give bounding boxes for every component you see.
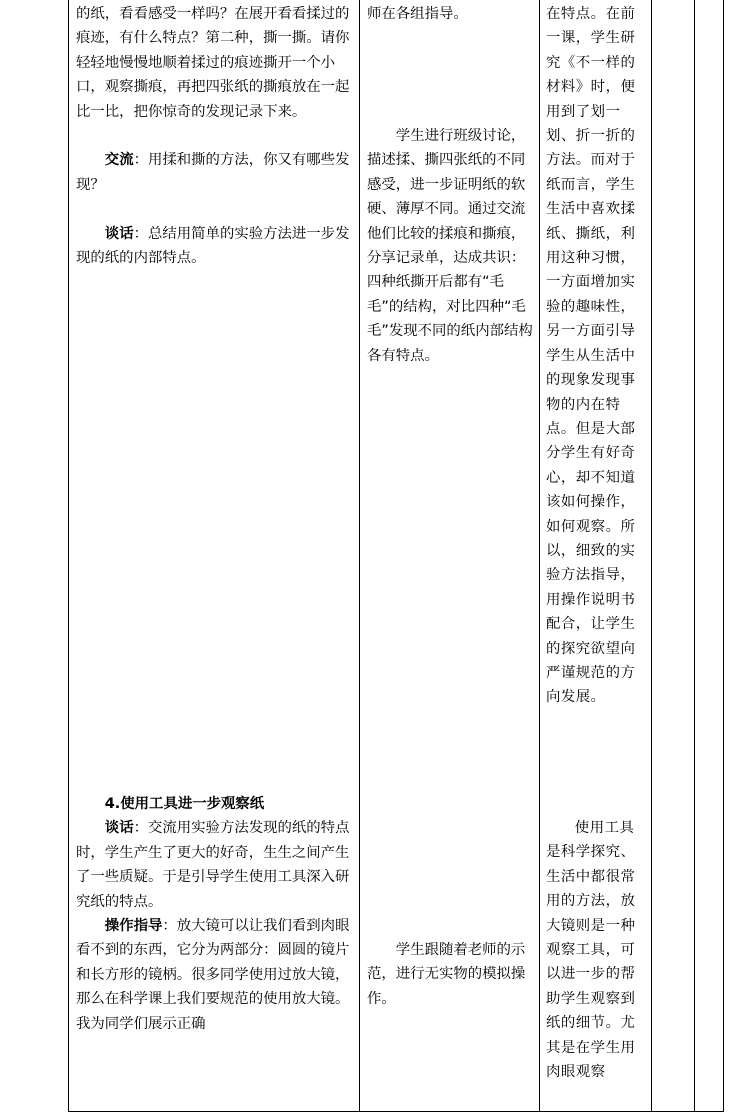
student-activity-cell xyxy=(367,2,533,26)
student-activity-imitate xyxy=(367,938,533,1011)
student-activity-discussion xyxy=(367,124,533,368)
table-divider-4 xyxy=(694,0,695,1112)
table-border-bottom xyxy=(68,1111,724,1112)
table-border-left xyxy=(68,0,69,1112)
guide-label: 操作指导 xyxy=(104,918,163,935)
exchange-label: 交流 xyxy=(104,152,134,169)
exchange-text: ：用揉和撕的方法，你又有哪些发现？ xyxy=(76,152,350,193)
talk-label: 谈话 xyxy=(104,225,134,242)
lesson-paragraph-exchange xyxy=(76,148,352,197)
design-paragraph-2: 使用工具是科学探究、生活中都很常用的方法，放大镜则是一种观察工具，可以进一步的帮助学生观察到纸的细节。尤其是在学生用肉眼观察 xyxy=(546,820,636,1081)
lesson-section-4 xyxy=(76,792,352,1036)
lesson-paragraph-1: 的纸，看看感受一样吗？在展开看看揉过的痕迹，有什么特点？第二种，撕一撕。请你轻轻地慢慢地顺着揉过的痕迹撕开一个小口，观察撕痕，再把四张纸的撕痕放在一起比一比，把你惊奇的发现记录下来。 xyxy=(76,6,350,120)
table-border-right xyxy=(723,0,724,1112)
section-heading: 4.使用工具进一步观察纸 xyxy=(104,796,265,812)
student-paragraph-1: 师在各组指导。 xyxy=(367,6,468,22)
student-paragraph-2: 学生进行班级讨论，描述揉、撕四张纸的不同感受，进一步证明纸的软硬、薄厚不同。通过交流他们比较的揉痕和撕痕，分享记录单，达成共识：四种纸撕开后都有“毛毛”的结构，对比四种“毛毛”发现不同的纸内部结构各有特点。 xyxy=(367,128,533,364)
student-paragraph-3: 学生跟随着老师的示范，进行无实物的模拟操作。 xyxy=(367,942,526,1007)
table-divider-2 xyxy=(539,0,540,1112)
table-divider-1 xyxy=(359,0,360,1112)
design-intent-tools xyxy=(546,816,646,1084)
design-intent-cell xyxy=(546,2,646,710)
lesson-paragraph-talk xyxy=(76,222,352,271)
guide-text: ：放大镜可以让我们看到肉眼看不到的东西，它分为两部分：圆圆的镜片和长方形的镜柄。很多同学使用过放大镜，那么在科学课上我们要规范的使用放大镜。我为同学们展示正确 xyxy=(76,918,350,1032)
talk-text: ：总结用简单的实验方法进一步发现的纸的内部特点。 xyxy=(76,225,350,267)
lesson-process-cell xyxy=(76,2,352,270)
talk-text-2: ：交流用实验方法发现的纸的特点时，学生产生了更大的好奇，生生之间产生了一些质疑。于是引导学生使用工具深入研究纸的特点。 xyxy=(76,820,350,910)
table-divider-3 xyxy=(651,0,652,1112)
talk-label-2: 谈话 xyxy=(104,820,134,837)
lesson-paragraph-guide xyxy=(76,914,352,1036)
lesson-paragraph-talk-2 xyxy=(76,816,352,914)
design-paragraph-1: 在特点。在前一课，学生研究《不一样的材料》时，便用到了划一划、折一折的方法。而对于纸而言，学生生活中喜欢揉纸、撕纸，利用这种习惯，一方面增加实验的趣味性，另一方面引导学生从生活中的现象发现事物的内在特点。但是大部分学生有好奇心，却不知道该如何操作，如何观察。所以，细致的实验方法指导，用操作说明书配合，让学生的探究欲望向严谨规范的方向发展。 xyxy=(546,6,636,706)
